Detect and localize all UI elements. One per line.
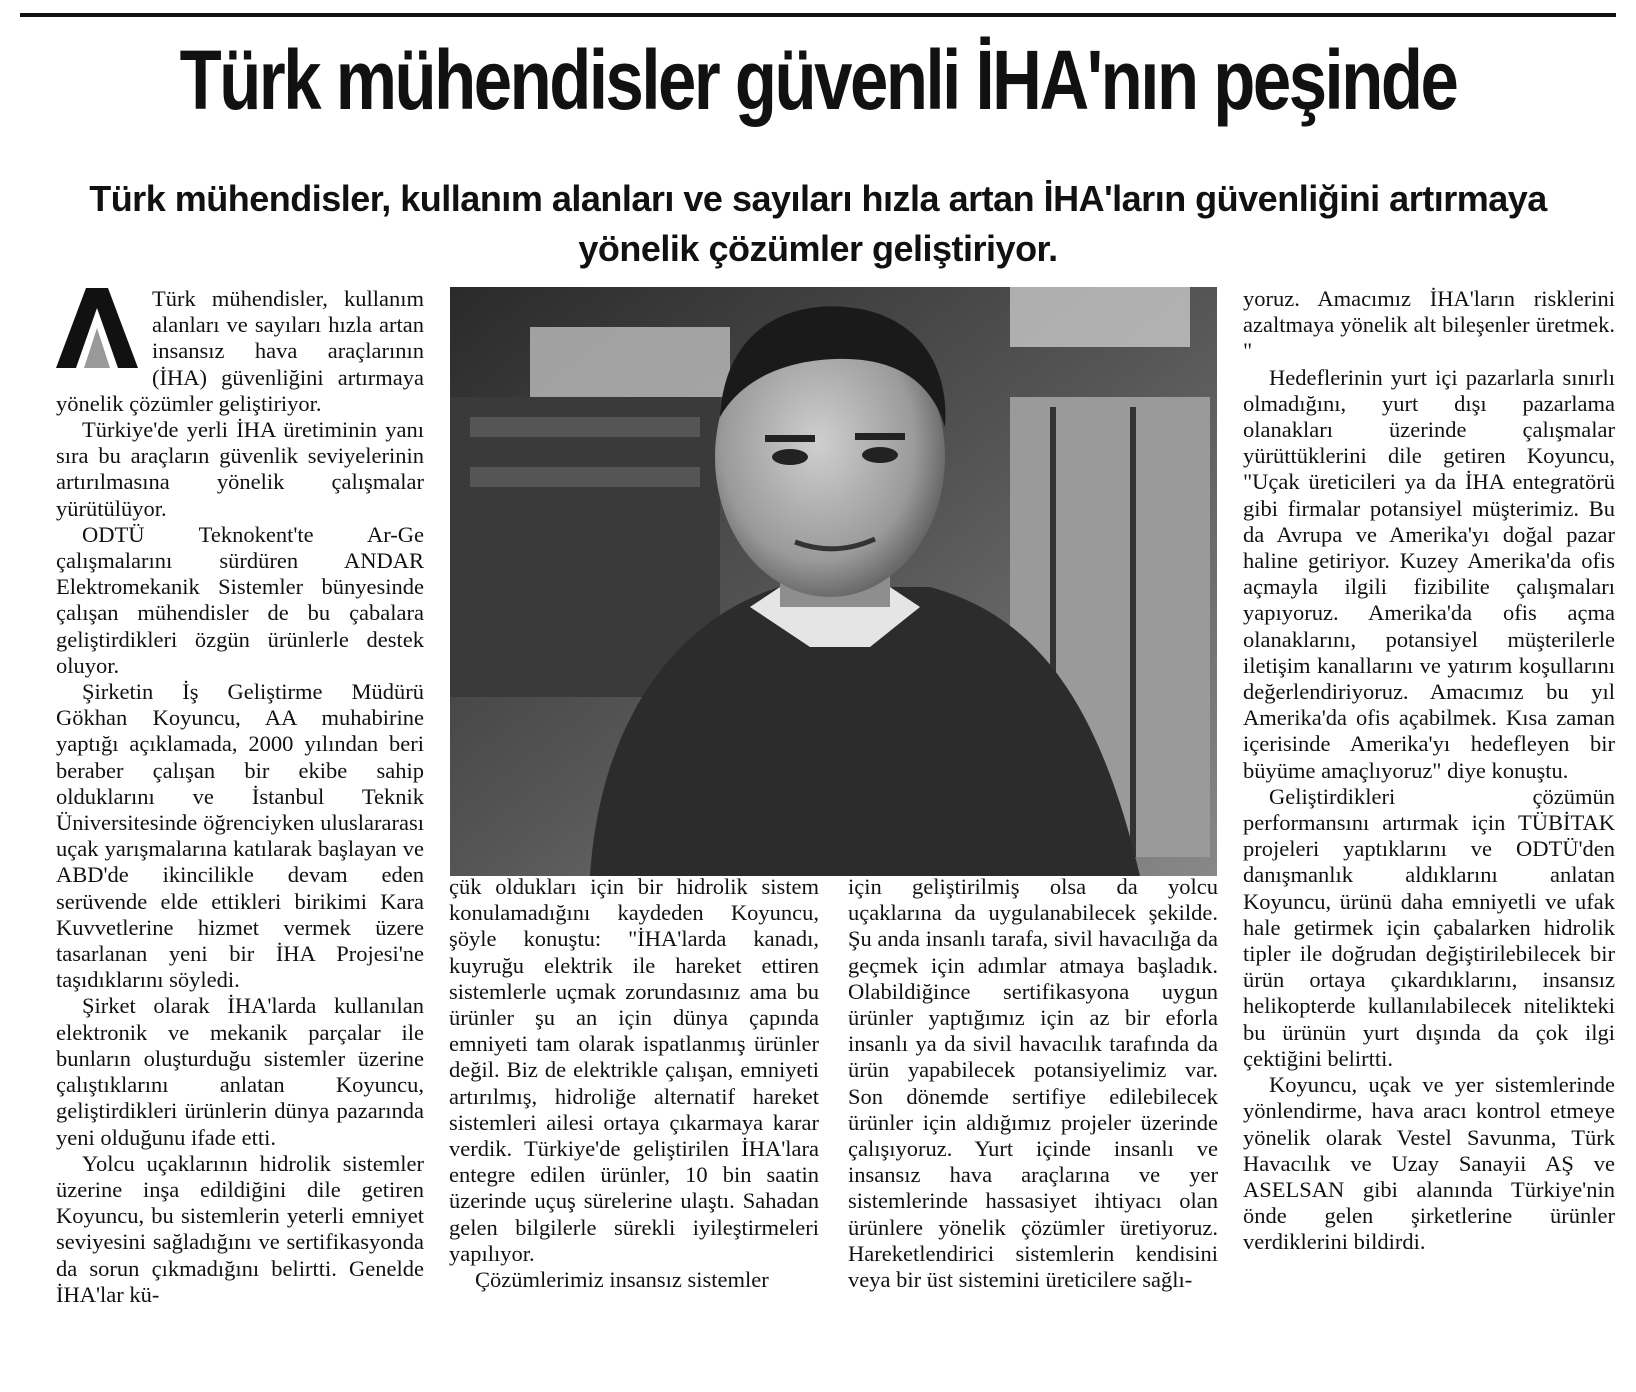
headline: Türk mühendisler güvenli İHA'nın peşinde — [179, 33, 1457, 127]
col4-paragraph-4: Koyuncu, uçak ve yer sistemlerinde yönlendirme, hava aracı kontrol etmeye yönelik olarak Vestel Savunma, Türk Havacılık ve Uzay Sanayii AŞ ve ASELSAN gibi alanında Türkiye'nin önde gelen şirketlerine ürünler verdiklerini bildirdi. — [1243, 1072, 1615, 1255]
col1-paragraph-4: Şirketin İş Geliştirme Müdürü Gökhan Koyuncu, AA muhabirine yaptığı açıklamada, 2000 yılından beri beraber çalışan bir ekibe sahip olduklarını ve İstanbul Teknik Üniversitesinde öğrenciyken uluslararası uçak yarışmalarına katılarak başlayan ve ABD'de ikincilikle devam eden serüvende elde ettikleri birikimi Kara Kuvvetlerine hizmet vermek üzere tasarlanan yeni bir İHA Projesi'ne taşıdıklarını söyledi. — [56, 679, 424, 993]
col1-paragraph-2: Türkiye'de yerli İHA üretiminin yanı sıra bu araçların güvenlik seviyelerinin artırılmasına yönelik çalışmalar yürütülüyor. — [56, 417, 424, 521]
col1-paragraph-3: ODTÜ Teknokent'te Ar-Ge çalışmalarını sürdüren ANDAR Elektromekanik Sistemler bünyesinde çalışan mühendisler de bu çabalara geliştirdikleri özgün ürünlerle destek oluyor. — [56, 521, 424, 678]
article-column-2 — [449, 874, 819, 1384]
col4-paragraph-2: Hedeflerinin yurt içi pazarlarla sınırlı olmadığını, yurt dışı pazarlama olanakları üzerinde çalışmalar yürüttüklerini dile getiren Koyuncu, "Uçak üreticileri ya da İHA entegratörü gibi firmalar potansiyel müşterimiz. Bu da Avrupa ve Amerika'yı doğal pazar haline getiriyor. Kuzey Amerika'da ofis açmayla ilgili fizibilite çalışmaları yapıyoruz. Amerika'da ofis açma olanaklarını, potansiyel müşterilerle iletişim kanallarını ve yatırım koşullarını değerlendiriyoruz. Amacımız bu yıl Amerika'da ofis açabilmek. Kısa zaman içerisinde Amerika'yı hedefleyen bir büyüme amaçlıyoruz" diye konuştu. — [1243, 364, 1615, 783]
top-rule — [20, 13, 1616, 17]
col1-paragraph-6: Yolcu uçaklarının hidrolik sistemler üzerine inşa edildiğini dile getiren Koyuncu, bu sistemlerin yeterli emniyet seviyesini sağladığını ve sertifikasyonda da sorun çıkmadığını belirtti. Genelde İHA'lar kü- — [56, 1150, 424, 1307]
col4-paragraph-3: Geliştirdikleri çözümün performansını artırmak için TÜBİTAK projeleri yaptıklarını ve ODTÜ'den danışmanlık aldıklarını anlatan Koyuncu, ürünü daha emniyetli ve ufak hale getirmek için çabalarken hidrolik tipler ile doğrudan değiştirilebilecek bir ürün ortaya çıkardıklarını, insansız helikopterde kullanılabilecek nitelikteki bu ürünün yurt dışında da çok ilgi çektiğini belirtti. — [1243, 783, 1615, 1071]
col3-paragraph-1: için geliştirilmiş olsa da yolcu uçaklarına da uygulanabilecek şekilde. Şu anda insanlı tarafa, sivil havacılığa da geçmek için adımlar atmaya başladık. Olabildiğince sertifikasyona uygun ürünler yaptığımız için az bir eforla insanlı ya da sivil havacılık tarafında da ürün yapabilecek potansiyelimiz var. Son dönemde sertifiye edilebilecek ürünler için aldığımız projeler üzerinde çalışıyoruz. Yurt içinde insanlı ve insansız hava araçlarına ve yer sistemlerinde hassasiyet ihtiyacı olan ürünlere yönelik çözümler üretiyoruz. Hareketlendirici sistemlerin kendisini veya bir üst sistemini üreticilere sağlı- — [848, 874, 1218, 1293]
col2-paragraph-2: Çözümlerimiz insansız sistemler — [475, 1267, 769, 1293]
col1-paragraph-5: Şirket olarak İHA'larda kullanılan elektronik ve mekanik parçalar ile bunların oluşturduğu sistemler üzerine çalıştıklarını anlatan Koyuncu, geliştirdikleri ürünlerin dünya pazarında yeni olduğunu ifade etti. — [56, 993, 424, 1150]
deck-subheadline: Türk mühendisler, kullanım alanları ve sayıları hızla artan İHA'ların güvenliğini artırmaya yönelik çözümler geliştiriyor. — [89, 178, 1547, 269]
article-column-4 — [1243, 286, 1615, 1381]
portrait-photo-icon — [450, 287, 1217, 876]
col1-paragraph-1: Türk mühendisler, kullanım alanları ve sayıları hızla artan insansız hava araçlarının (İHA) güvenliğini artırmaya yönelik çözümler geliştiriyor. — [56, 286, 424, 416]
dropcap-a — [56, 288, 138, 368]
article-column-1 — [56, 286, 424, 1381]
col4-paragraph-1: yoruz. Amacımız İHA'ların risklerini azaltmaya yönelik alt bileşenler üretmek. " — [1243, 286, 1615, 364]
portrait-photo — [450, 287, 1217, 876]
col2-paragraph-1: çük oldukları için bir hidrolik sistem konulamadığını kaydeden Koyuncu, şöyle konuştu: "İHA'larda kanadı, kuyruğu elektrik ile hareket ettiren sistemlerle uçmak zorundasınız ama bu ürünler şu an için dünya çapında emniyeti tam olarak ispatlanmış ürünler değil. Biz de elektrikle çalışan, emniyeti artırılmış, hidroliğe alternatif hareket sistemleri ailesi ortaya çıkarmaya karar verdik. Türkiye'de geliştirilen İHA'lara entegre edilen ürünler, 10 bin saatin üzerinde uçuş sürelerine ulaştı. Sahadan gelen bilgilerle sürekli iyileştirmeleri yapılıyor. — [449, 874, 819, 1266]
article-column-3 — [848, 874, 1218, 1384]
